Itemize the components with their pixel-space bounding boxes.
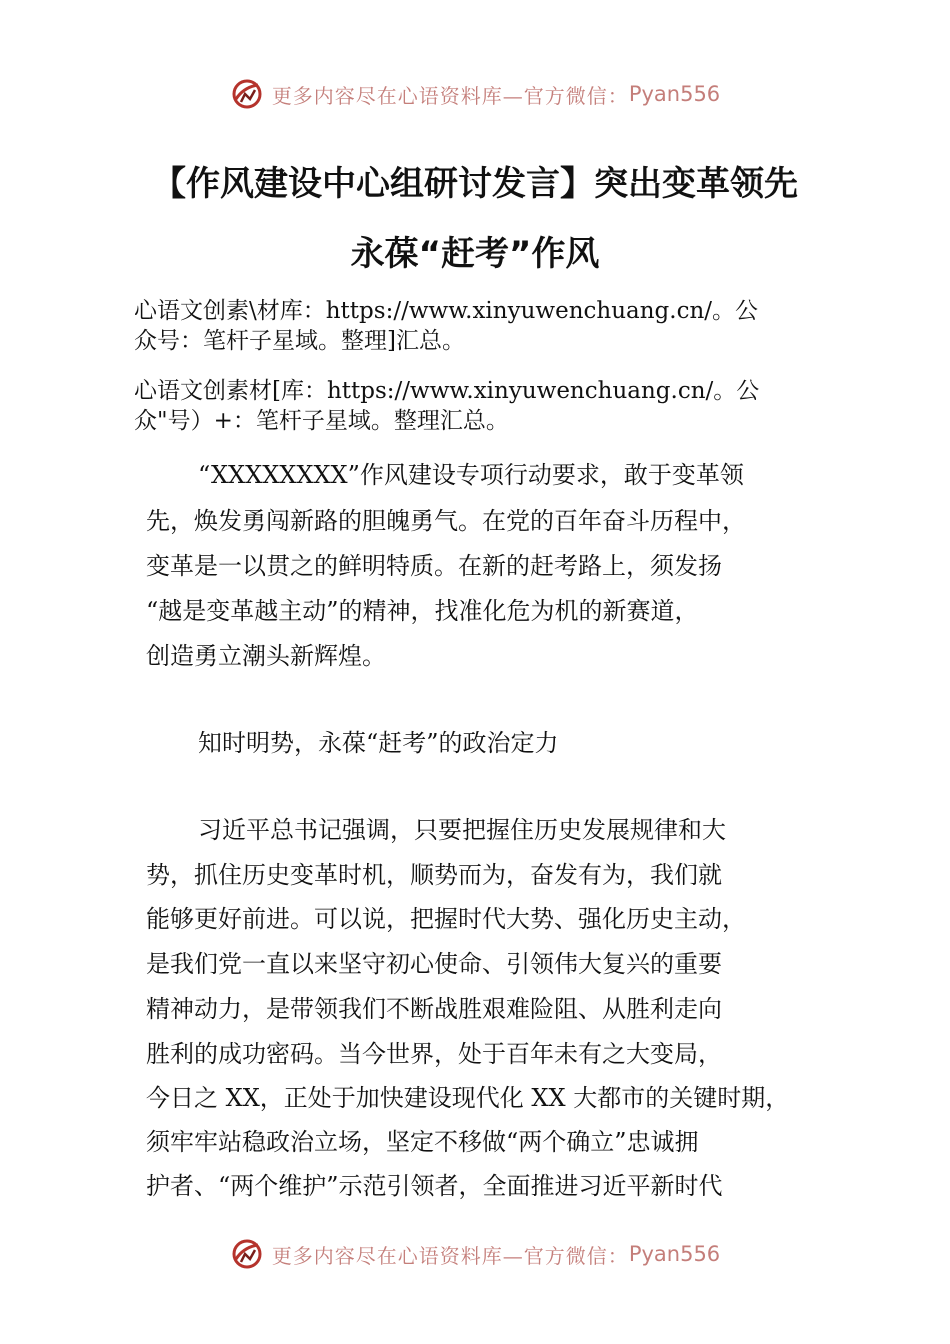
paragraph-line: 今日之 XX，正处于加快建设现代化 XX 大都市的关键时期， [146,1084,790,1112]
section-heading: 知时明势，永葆“赶考”的政治定力 [198,729,559,757]
paragraph-line: 胜利的成功密码。当今世界，处于百年未有之大变局， [146,1040,722,1068]
brand-logo-icon [230,77,264,111]
brand-logo-icon [230,1237,264,1271]
paragraph-line: 先，焕发勇闯新路的胆魄勇气。在党的百年奋斗历程中， [146,507,746,535]
paragraph-line: “越是变革越主动”的精神，找准化危为机的新赛道， [146,597,699,625]
paragraph-line: 习近平总书记强调，只要把握住历史发展规律和大 [198,816,726,844]
source-note-line: 众"号）+：笔杆子星域。整理汇总。 [134,408,509,434]
paragraph-line: 护者、“两个维护”示范引领者，全面推进习近平新时代 [146,1172,723,1200]
banner-text: 更多内容尽在心语资料库—官方微信： [271,83,629,108]
header-banner [0,70,950,118]
footer-banner [0,1230,950,1278]
source-note-line: 心语文创素材[库：https://www.xinyuwenchuang.cn/。公 [134,378,760,404]
banner-wechat-handle: Pyan556 [628,1242,721,1266]
banner-wechat-handle: Pyan556 [628,82,721,106]
paragraph-line: 变革是一以贯之的鲜明特质。在新的赶考路上，须发扬 [146,552,722,580]
document-title-line1: 【作风建设中心组研讨发言】突出变革领先 [152,164,798,204]
source-note-line: 众号：笔杆子星域。整理]汇总。 [134,328,465,354]
paragraph-line: “XXXXXXXX”作风建设专项行动要求，敢于变革领 [198,461,744,489]
source-note [134,376,834,436]
paragraph-line: 精神动力，是带领我们不断战胜艰难险阻、从胜利走向 [146,995,722,1023]
paragraph-line: 创造勇立潮头新辉煌。 [146,642,386,670]
paragraph-line: 须牢牢站稳政治立场，坚定不移做“两个确立”忠诚拥 [146,1128,699,1156]
source-note-line: 心语文创素\材库：https://www.xinyuwenchuang.cn/。公 [134,298,759,324]
paragraph-line: 是我们党一直以来坚守初心使命、引领伟大复兴的重要 [146,950,722,978]
document-title-line2: 永葆“赶考”作风 [350,234,600,274]
source-note [134,296,834,356]
banner-text: 更多内容尽在心语资料库—官方微信： [271,1243,629,1268]
paragraph-line: 势，抓住历史变革时机，顺势而为，奋发有为，我们就 [146,861,722,889]
paragraph-line: 能够更好前进。可以说，把握时代大势、强化历史主动， [146,905,746,933]
